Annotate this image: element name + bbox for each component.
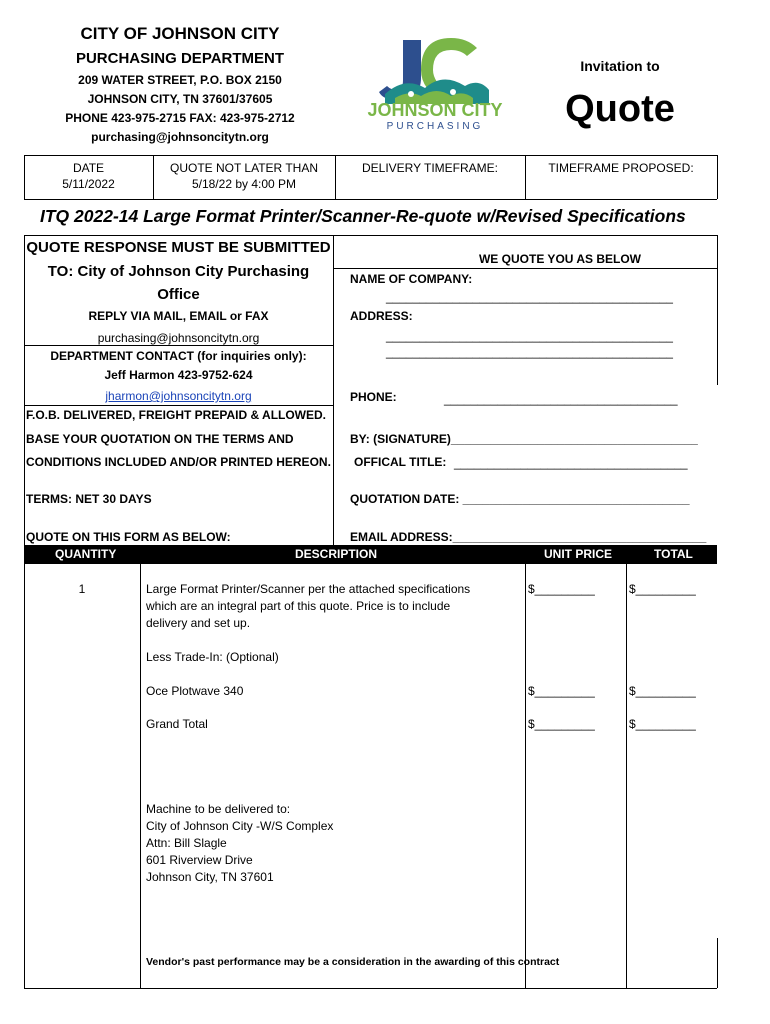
trade-in-item: Oce Plotwave 340: [146, 684, 244, 698]
row-quantity: 1: [78, 582, 86, 596]
col-unit-price: UNIT PRICE: [544, 547, 613, 561]
desc-line-2: which are an integral part of this quote. Price is to include: [146, 599, 451, 613]
quote-on-form: QUOTE ON THIS FORM AS BELOW:: [26, 530, 231, 544]
delivery-line-2: City of Johnson City -W/S Complex: [146, 819, 334, 833]
col-description: DESCRIPTION: [295, 547, 378, 561]
col-quantity: QUANTITY: [55, 547, 117, 561]
date-label: DATE: [72, 161, 105, 175]
quote-label: Quote: [565, 88, 675, 130]
delivery-line-5: Johnson City, TN 37601: [146, 870, 274, 884]
official-title-label: OFFICAL TITLE:: [354, 455, 447, 469]
johnson-city-logo: [355, 32, 515, 137]
document-title: ITQ 2022-14 Large Format Printer/Scanner-Re-quote w/Revised Specifications: [40, 206, 686, 226]
base-quotation-line-1: BASE YOUR QUOTATION ON THE TERMS AND: [26, 432, 294, 446]
grand-total-field[interactable]: $_________: [629, 717, 696, 731]
total-field[interactable]: $_________: [629, 582, 696, 596]
contact-label: DEPARTMENT CONTACT (for inquiries only):: [50, 349, 307, 363]
logo-text-sub: PURCHASING: [386, 121, 484, 132]
fob-terms: F.O.B. DELIVERED, FREIGHT PREPAID & ALLOWED.: [26, 408, 327, 422]
street-address: 209 WATER STREET, P.O. BOX 2150: [78, 73, 282, 87]
delivery-timeframe-label: DELIVERY TIMEFRAME:: [361, 161, 499, 175]
company-name-label: NAME OF COMPANY:: [350, 272, 473, 286]
address-field-2[interactable]: ___________________________________________: [386, 345, 673, 359]
purchasing-email: purchasing@johnsoncitytn.org: [97, 331, 260, 345]
submit-line-1: QUOTE RESPONSE MUST BE SUBMITTED: [26, 239, 331, 256]
contact-name-phone: Jeff Harmon 423-9752-624: [104, 368, 253, 382]
email-address-field[interactable]: EMAIL ADDRESS:______________________________________: [350, 530, 707, 544]
official-title-field[interactable]: ___________________________________: [454, 456, 688, 470]
invitation-label: Invitation to: [580, 58, 660, 74]
desc-line-1: Large Format Printer/Scanner per the attached specifications: [146, 582, 471, 596]
company-name-field[interactable]: ___________________________________________: [386, 290, 673, 304]
desc-line-3: delivery and set up.: [146, 616, 251, 630]
contact-email-link[interactable]: jharmon@johnsoncitytn.org: [105, 389, 252, 403]
reply-methods: REPLY VIA MAIL, EMAIL or FAX: [88, 309, 269, 323]
grand-total-label: Grand Total: [146, 717, 208, 731]
address-field-1[interactable]: ___________________________________________: [386, 329, 673, 343]
phone-field[interactable]: ___________________________________: [444, 392, 678, 406]
payment-terms: TERMS: NET 30 DAYS: [26, 492, 152, 506]
grand-total-unit-field[interactable]: $_________: [528, 717, 595, 731]
trade-in-unit-price-field[interactable]: $_________: [528, 684, 595, 698]
header-email: purchasing@johnsoncitytn.org: [91, 130, 269, 144]
vendor-performance-note: Vendor's past performance may be a consideration in the awarding of this contract: [146, 956, 560, 968]
less-trade-in: Less Trade-In: (Optional): [146, 650, 279, 664]
address-label: ADDRESS:: [350, 309, 413, 323]
col-total: TOTAL: [654, 547, 693, 561]
base-quotation-line-2: CONDITIONS INCLUDED AND/OR PRINTED HEREON.: [26, 455, 331, 469]
city-state-zip: JOHNSON CITY, TN 37601/37605: [87, 92, 273, 106]
submit-line-2: TO: City of Johnson City Purchasing: [47, 263, 310, 280]
deadline-label: QUOTE NOT LATER THAN: [169, 161, 319, 175]
delivery-line-4: 601 Riverview Drive: [146, 853, 253, 867]
department-name: PURCHASING DEPARTMENT: [75, 50, 285, 67]
phone-fax: PHONE 423-975-2715 FAX: 423-975-2712: [65, 111, 295, 125]
deadline-value: 5/18/22 by 4:00 PM: [191, 177, 297, 191]
signature-field[interactable]: BY: (SIGNATURE)_____________________________________: [350, 432, 698, 446]
quotation-date-field[interactable]: QUOTATION DATE: __________________________________: [350, 492, 690, 506]
phone-label: PHONE:: [350, 390, 397, 404]
table-header: [24, 545, 717, 564]
logo-text-main: JOHNSON CITY: [367, 100, 503, 120]
timeframe-proposed-label: TIMEFRAME PROPOSED:: [548, 161, 694, 175]
unit-price-field[interactable]: $_________: [528, 582, 595, 596]
submit-line-3: Office: [157, 286, 200, 303]
trade-in-total-field[interactable]: $_________: [629, 684, 696, 698]
date-value: 5/11/2022: [62, 177, 115, 191]
city-name: CITY OF JOHNSON CITY: [80, 24, 280, 43]
delivery-line-1: Machine to be delivered to:: [146, 802, 291, 816]
we-quote-label: WE QUOTE YOU AS BELOW: [478, 252, 641, 266]
delivery-line-3: Attn: Bill Slagle: [146, 836, 227, 850]
